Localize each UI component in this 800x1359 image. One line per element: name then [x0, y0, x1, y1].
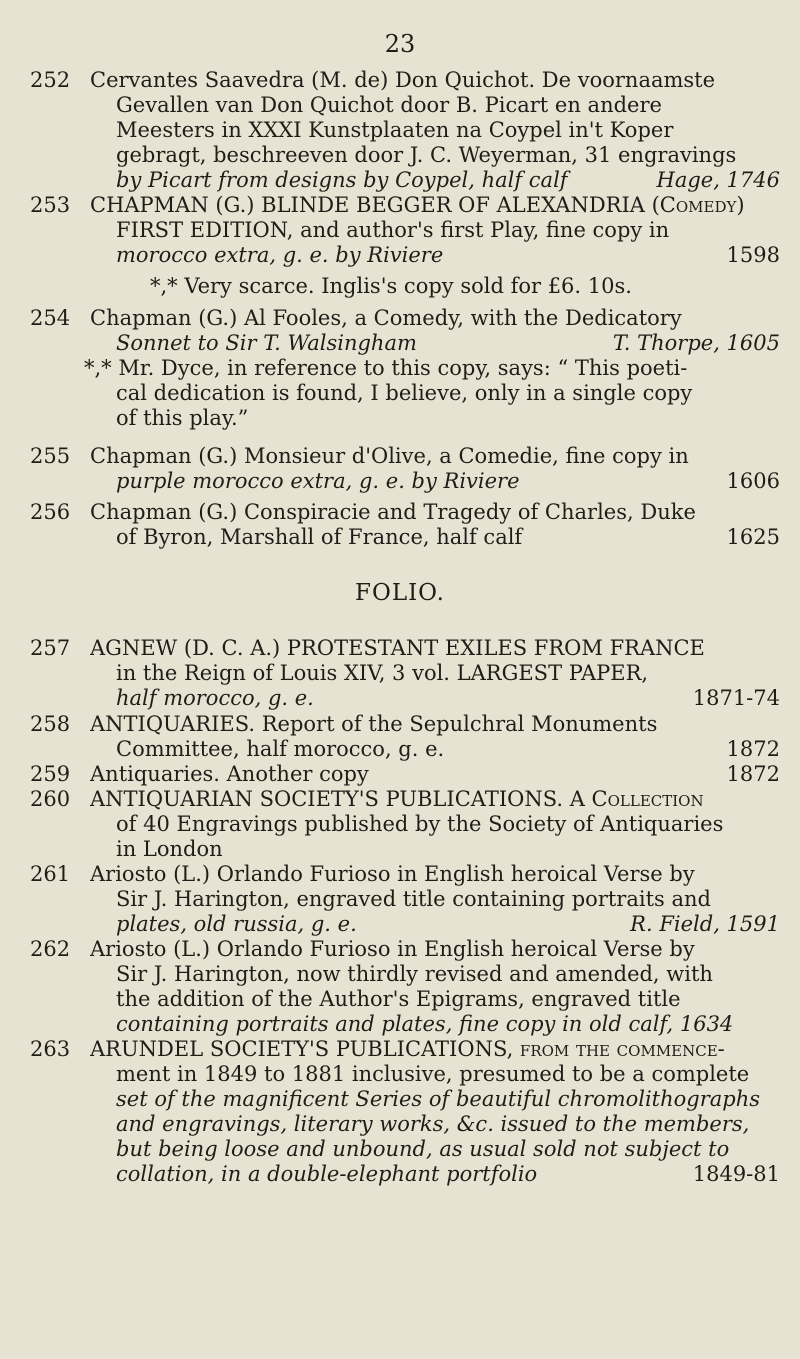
entry-line [90, 1162, 780, 1187]
entry-date: 1598 [726, 243, 780, 267]
entry-text [90, 712, 780, 762]
entry-desc: Sonnet to Sir T. Walsingham [116, 331, 417, 355]
entry-line: in London [116, 837, 223, 861]
entry-text [90, 636, 780, 711]
entry-text [90, 193, 780, 299]
entry-line: gebragt, beschreeven door J. C. Weyerman, 31 engravings [116, 143, 737, 167]
entry-line: ARUNDEL SOCIETY'S PUBLICATIONS, from the commence- [90, 1037, 725, 1061]
note-line: cal dedication is found, I believe, only in a single copy [116, 381, 693, 405]
entry-line: the addition of the Author's Epigrams, engraved title [116, 987, 681, 1011]
entry-line: but being loose and unbound, as usual sold not subject to [116, 1137, 730, 1161]
entry-line: containing portraits and plates, fine copy in old calf, 1634 [116, 1012, 734, 1036]
entry-desc: collation, in a double-elephant portfolio [116, 1162, 538, 1186]
entry-text [90, 500, 780, 550]
entry-date: 1606 [726, 469, 780, 493]
entry-line [90, 737, 780, 762]
entry-number: 253 [30, 193, 71, 217]
entry-line: Sir J. Harington, engraved title containing portraits and [116, 887, 711, 911]
entry-text [90, 444, 780, 494]
entry-line: Gevallen van Don Quichot door B. Picart en andere [116, 93, 662, 117]
entry-text [90, 762, 780, 787]
entry-line [90, 762, 780, 787]
entry-date: 1849-81 [692, 1162, 780, 1186]
entry-number: 255 [30, 444, 71, 468]
entry-number: 254 [30, 306, 71, 330]
entry-line: Meesters in XXXI Kunstplaaten na Coypel in't Koper [116, 118, 674, 142]
entry-desc: half morocco, g. e. [116, 686, 314, 710]
note-line: of this play.” [116, 406, 249, 430]
entry-text [90, 68, 780, 193]
entry-line [90, 168, 780, 193]
entry-desc: morocco extra, g. e. by Riviere [116, 243, 444, 267]
entry-desc: plates, old russia, g. e. [116, 912, 357, 936]
entry-line: FIRST EDITION, and author's first Play, fine copy in [116, 218, 670, 242]
entry-number: 252 [30, 68, 71, 92]
entry-line: Chapman (G.) Al Fooles, a Comedy, with the Dedicatory [90, 306, 682, 330]
entry-line: ANTIQUARIAN SOCIETY'S PUBLICATIONS. A Collection [90, 787, 704, 811]
entry-line: CHAPMAN (G.) BLINDE BEGGER OF ALEXANDRIA (Comedy) [90, 193, 745, 217]
entry-text [90, 862, 780, 937]
entry-desc: Committee, half morocco, g. e. [116, 737, 445, 761]
entry-line: Cervantes Saavedra (M. de) Don Quichot. De voornaamste [90, 68, 716, 92]
entry-desc: of Byron, Marshall of France, half calf [116, 525, 523, 549]
entry-text [90, 1037, 780, 1187]
entry-line: of 40 Engravings published by the Society of Antiquaries [116, 812, 724, 836]
entry-note: *,* Very scarce. Inglis's copy sold for £6. 10s. [150, 274, 632, 298]
entry-line: and engravings, literary works, &c. issued to the members, [116, 1112, 750, 1136]
section-heading: FOLIO. [355, 580, 445, 606]
entry-number: 261 [30, 862, 71, 886]
entry-number: 258 [30, 712, 71, 736]
entry-number: 259 [30, 762, 71, 786]
entry-number: 257 [30, 636, 71, 660]
entry-desc: purple morocco extra, g. e. by Riviere [116, 469, 520, 493]
entry-desc: Antiquaries. Another copy [90, 762, 369, 786]
entry-line: Chapman (G.) Monsieur d'Olive, a Comedie, fine copy in [90, 444, 689, 468]
note-text [84, 356, 780, 431]
entry-line: AGNEW (D. C. A.) PROTESTANT EXILES FROM FRANCE [90, 636, 705, 660]
entry-imprint: Hage, 1746 [656, 168, 780, 192]
entry-line: Sir J. Harington, now thirdly revised and amended, with [116, 962, 713, 986]
entry-line: in the Reign of Louis XIV, 3 vol. LARGEST PAPER, [116, 661, 649, 685]
entry-desc: by Picart from designs by Coypel, half calf [116, 168, 568, 192]
page-number: 23 [384, 30, 416, 58]
entry-date: 1872 [726, 737, 780, 761]
entry-text [90, 937, 780, 1037]
entry-number: 263 [30, 1037, 71, 1061]
entry-number: 256 [30, 500, 71, 524]
entry-line: Ariosto (L.) Orlando Furioso in English heroical Verse by [90, 862, 695, 886]
entry-line [90, 243, 780, 268]
entry-line: ment in 1849 to 1881 inclusive, presumed to be a complete [116, 1062, 750, 1086]
entry-line [90, 525, 780, 550]
entry-imprint: T. Thorpe, 1605 [612, 331, 780, 355]
entry-text [90, 306, 780, 356]
entry-line: ANTIQUARIES. Report of the Sepulchral Monuments [90, 712, 658, 736]
entry-date: 1871-74 [692, 686, 780, 710]
entry-number: 260 [30, 787, 71, 811]
entry-imprint: R. Field, 1591 [630, 912, 780, 936]
entry-line: Ariosto (L.) Orlando Furioso in English heroical Verse by [90, 937, 695, 961]
entry-line [90, 469, 780, 494]
entry-line [90, 912, 780, 937]
entry-date: 1872 [726, 762, 780, 786]
entry-line [90, 331, 780, 356]
entry-line: Chapman (G.) Conspiracie and Tragedy of Charles, Duke [90, 500, 696, 524]
entry-text [90, 787, 780, 862]
entry-date: 1625 [726, 525, 780, 549]
note-line: *,* Mr. Dyce, in reference to this copy, says: “ This poeti- [84, 356, 688, 380]
entry-line [90, 686, 780, 711]
entry-line: set of the magnificent Series of beautiful chromolithographs [116, 1087, 761, 1111]
entry-number: 262 [30, 937, 71, 961]
